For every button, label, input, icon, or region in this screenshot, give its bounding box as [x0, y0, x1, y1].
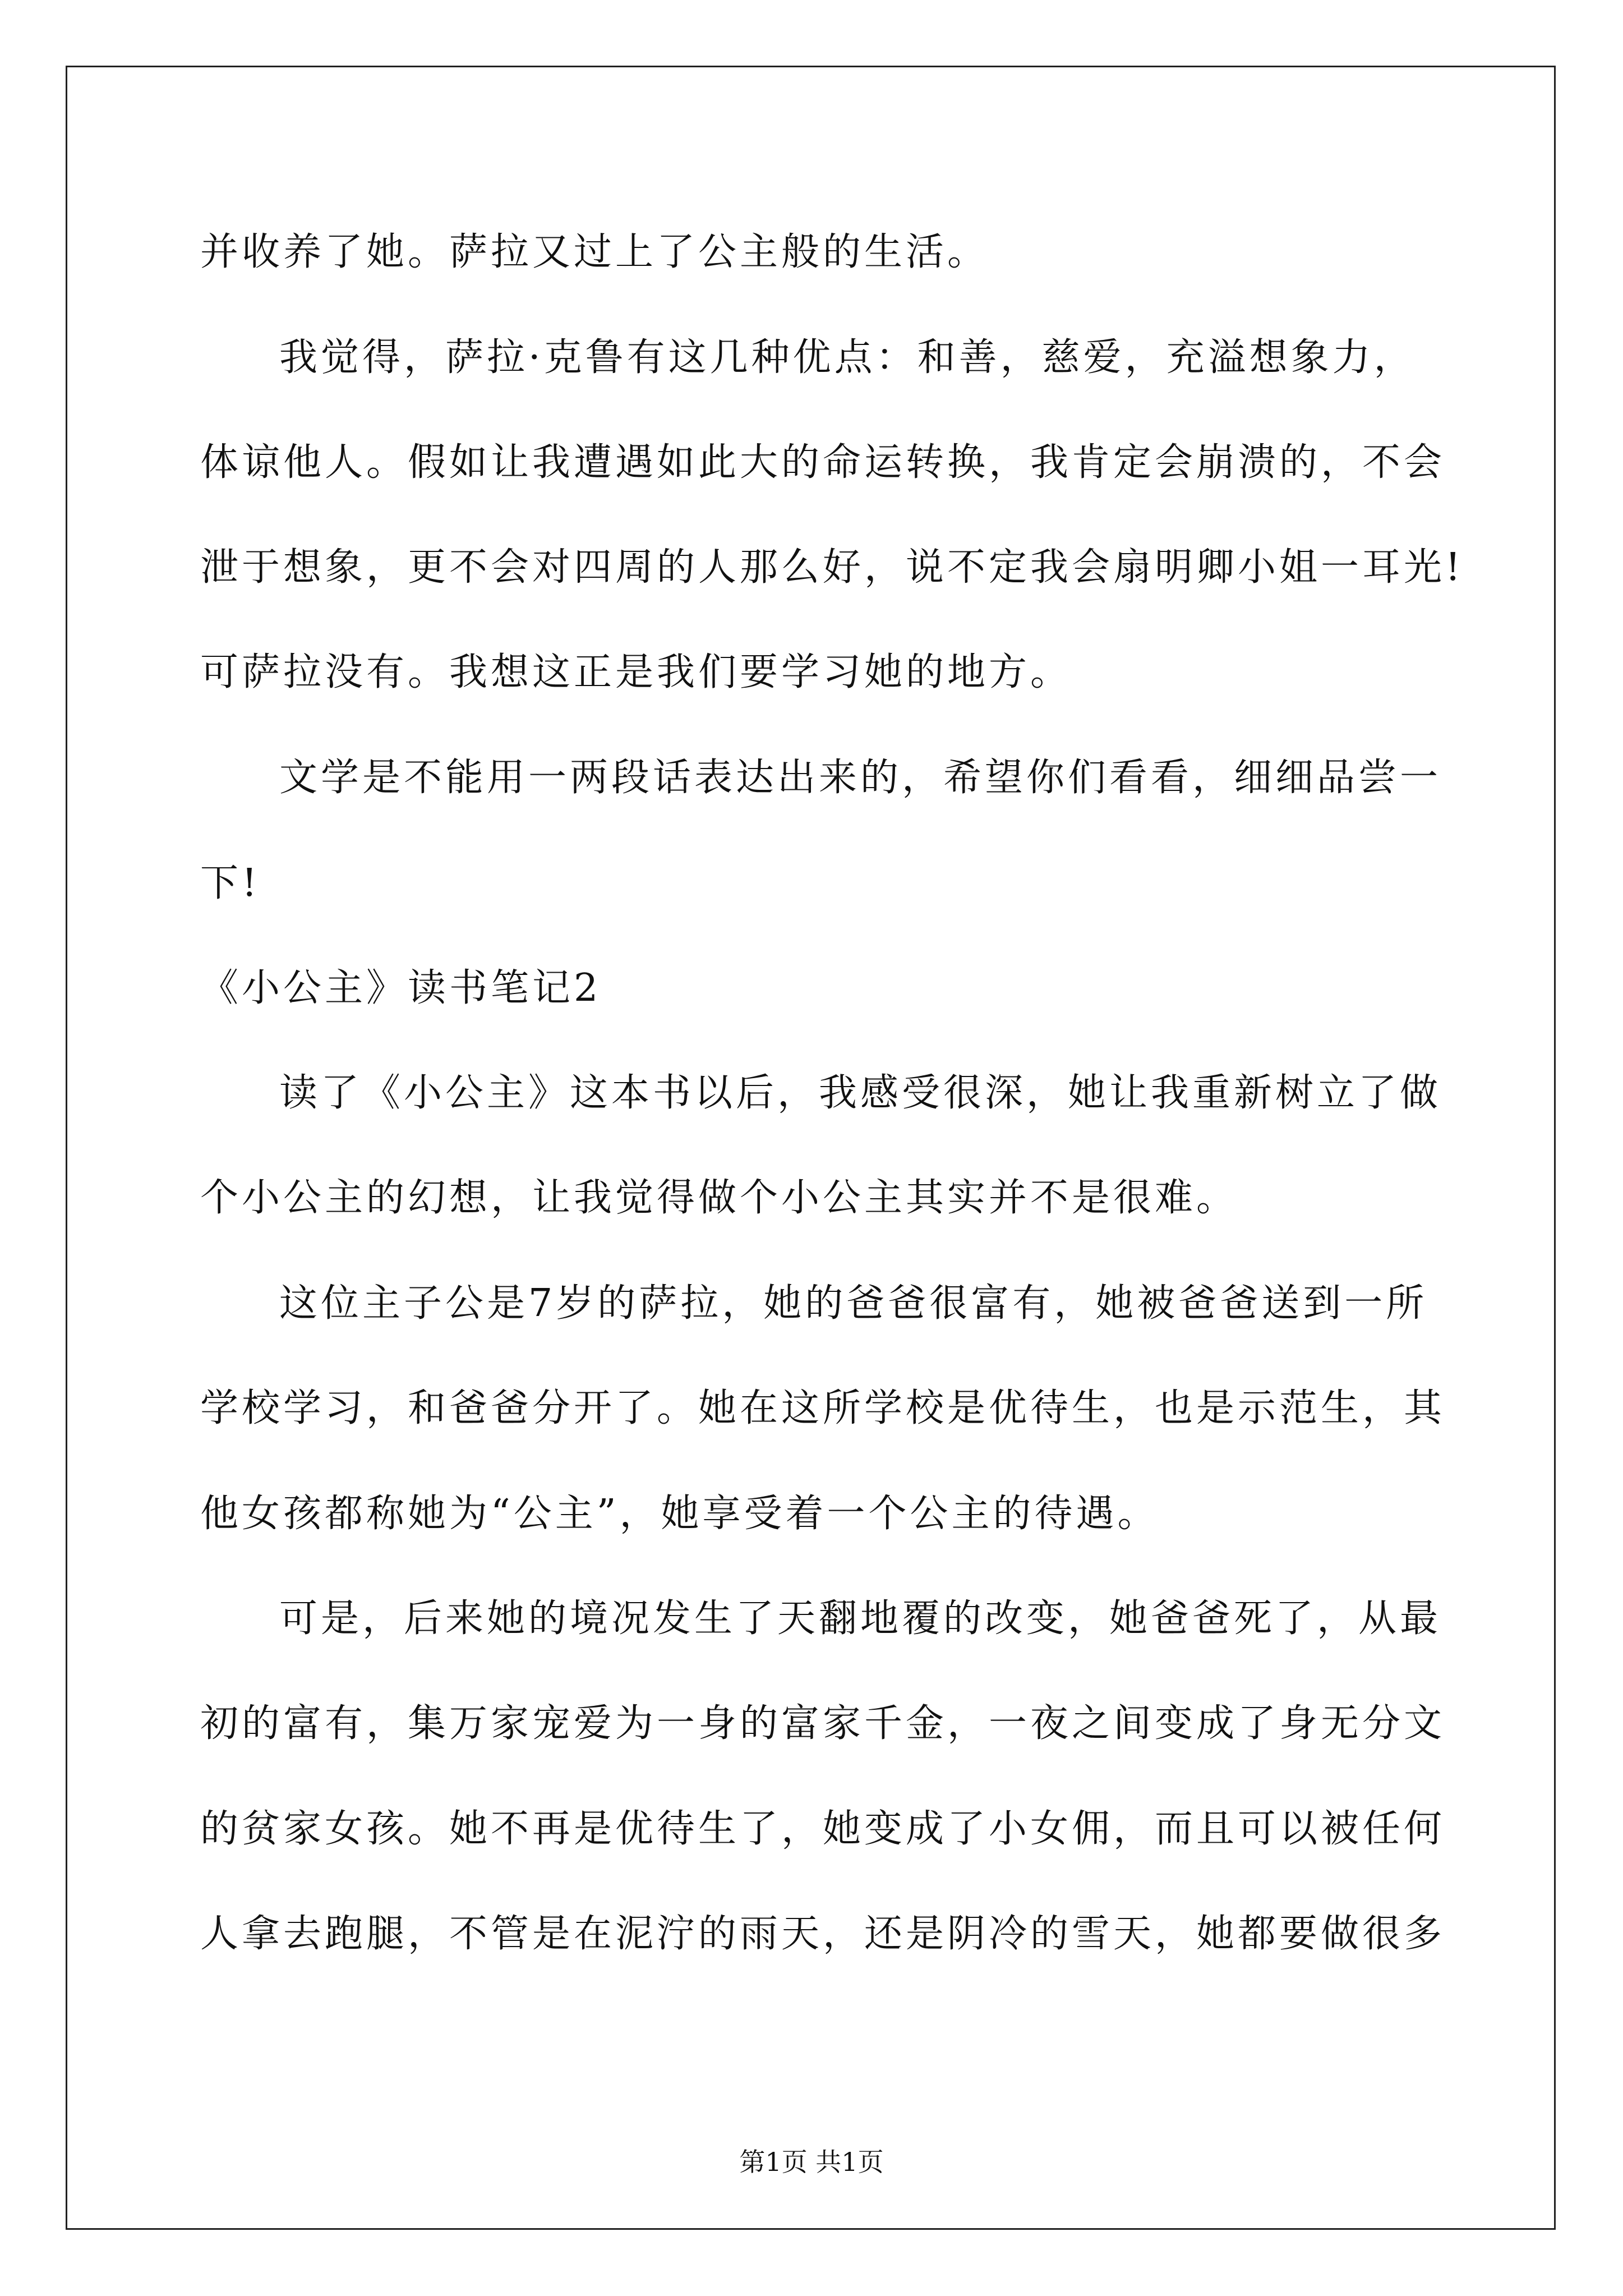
page-footer: 第1页 共1页 — [739, 2147, 884, 2177]
text-line: 我觉得，萨拉·克鲁有这几种优点：和善，慈爱，充溢想象力， — [279, 335, 1415, 380]
text-line: 体谅他人。假如让我遭遇如此大的命运转换，我肯定会崩溃的，不会 — [200, 440, 1446, 485]
text-line: 可萨拉没有。我想这正是我们要学习她的地方。 — [200, 650, 1072, 694]
text-line: 泄于想象，更不会对四周的人那么好，说不定我会扇明卿小姐一耳光! — [200, 545, 1464, 590]
text-line: 并收养了她。萨拉又过上了公主般的生活。 — [200, 230, 989, 274]
text-line: 他女孩都称她为“公主”，她享受着一个公主的待遇。 — [200, 1492, 1159, 1536]
section-heading: 《小公主》读书笔记2 — [200, 966, 602, 1010]
text-line: 下! — [200, 861, 261, 905]
text-line: 这位主子公是7岁的萨拉，她的爸爸很富有，她被爸爸送到一所 — [279, 1281, 1428, 1326]
text-line: 可是，后来她的境况发生了天翻地覆的改变，她爸爸死了，从最 — [279, 1596, 1442, 1641]
text-line: 文学是不能用一两段话表达出来的，希望你们看看，细细品尝一 — [279, 756, 1442, 800]
text-line: 初的富有，集万家宠爱为一身的富家千金，一夜之间变成了身无分文 — [200, 1701, 1446, 1746]
text-line: 学校学习，和爸爸分开了。她在这所学校是优待生，也是示范生，其 — [200, 1386, 1446, 1430]
text-line: 个小公主的幻想，让我觉得做个小公主其实并不是很难。 — [200, 1176, 1238, 1220]
text-line: 读了《小公主》这本书以后，我感受很深，她让我重新树立了做 — [279, 1071, 1442, 1115]
text-line: 人拿去跑腿，不管是在泥泞的雨天，还是阴冷的雪天，她都要做很多 — [200, 1912, 1446, 1956]
page-frame — [66, 66, 1556, 2230]
text-line: 的贫家女孩。她不再是优待生了，她变成了小女佣，而且可以被任何 — [200, 1807, 1446, 1851]
